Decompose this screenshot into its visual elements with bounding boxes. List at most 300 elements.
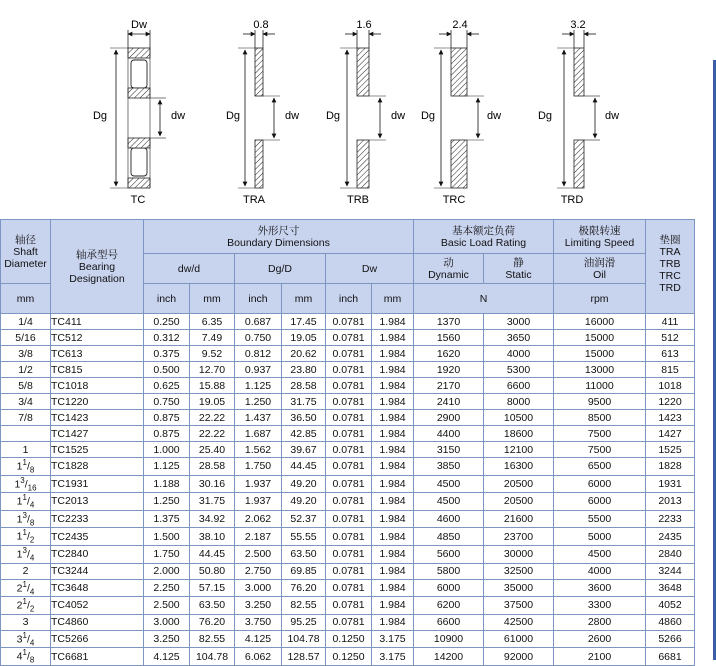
dw-mm-cell: 82.55 <box>190 630 235 648</box>
dw-ball-mm-cell: 1.984 <box>372 426 414 442</box>
speed-cell: 15000 <box>554 346 646 362</box>
dg-inch-cell: 1.250 <box>235 394 282 410</box>
unit-inch: inch <box>235 284 282 314</box>
load-cn: 基本额定负荷 <box>452 224 515 237</box>
designation-cell: TC2435 <box>51 528 144 546</box>
shaft-diameter-cn: 轴径 <box>15 233 36 246</box>
speed-cell: 5000 <box>554 528 646 546</box>
dw-mm-cell: 30.16 <box>190 475 235 493</box>
dw-ball-mm-cell: 1.984 <box>372 545 414 563</box>
dw-label: dw <box>604 110 620 122</box>
shaft-diameter-cell: $1^1/_8$ <box>1 458 51 476</box>
designation-cell: TC2233 <box>51 510 144 528</box>
dynamic-load-cell: 14200 <box>414 648 484 666</box>
diagram-tra <box>226 19 299 206</box>
dg-inch-cell: 1.937 <box>235 475 282 493</box>
dw-inch-cell: 2.500 <box>144 597 190 615</box>
dw-mm-cell: 50.80 <box>190 563 235 579</box>
dw-inch-cell: 1.500 <box>144 528 190 546</box>
dynamic-en: Dynamic <box>428 268 469 281</box>
dw-mm-cell: 104.78 <box>190 648 235 666</box>
dw-mm-cell: 76.20 <box>190 614 235 630</box>
dg-mm-cell: 63.50 <box>282 545 326 563</box>
static-load-cell: 35000 <box>484 579 554 597</box>
dw-ball-mm-cell: 1.984 <box>372 314 414 330</box>
dg-mm-cell: 19.05 <box>282 330 326 346</box>
basic-load-rating-header <box>414 220 554 254</box>
dynamic-load-cell: 6000 <box>414 579 484 597</box>
dw-mm-cell: 38.10 <box>190 528 235 546</box>
dynamic-load-cell: 4500 <box>414 475 484 493</box>
designation-cell: TC5266 <box>51 630 144 648</box>
static-load-cell: 30000 <box>484 545 554 563</box>
shaft-diameter-cell: $1^3/_8$ <box>1 510 51 528</box>
dg-inch-cell: 1.750 <box>235 458 282 476</box>
static-load-cell: 32500 <box>484 563 554 579</box>
dynamic-load-cell: 4850 <box>414 528 484 546</box>
dg-mm-cell: 20.62 <box>282 346 326 362</box>
dg-label: Dg <box>325 110 341 122</box>
dw-ball-inch-cell: 0.0781 <box>326 545 372 563</box>
dg-mm-cell: 42.85 <box>282 426 326 442</box>
load-unit: N <box>414 284 554 314</box>
shaft-diameter-cell: $4^1/_8$ <box>1 648 51 666</box>
dw-ball-mm-cell: 1.984 <box>372 563 414 579</box>
static-load-cell: 42500 <box>484 614 554 630</box>
washer-cell: 1220 <box>646 394 695 410</box>
diagram-top-label: Dw <box>131 19 147 31</box>
unit-inch: inch <box>144 284 190 314</box>
dw-inch-cell: 2.000 <box>144 563 190 579</box>
shaft-diameter-cell: $1^1/_2$ <box>1 528 51 546</box>
dw-mm-cell: 22.22 <box>190 410 235 426</box>
speed-cell: 15000 <box>554 330 646 346</box>
shaft-diameter-cell: 5/16 <box>1 330 51 346</box>
static-load-cell: 21600 <box>484 510 554 528</box>
dg-inch-cell: 1.687 <box>235 426 282 442</box>
designation-cell: TC613 <box>51 346 144 362</box>
dynamic-load-cell: 1920 <box>414 362 484 378</box>
dg-inch-cell: 1.937 <box>235 493 282 511</box>
table-row <box>1 579 695 597</box>
unit-mm: mm <box>282 284 326 314</box>
diagram-top-label: 0.8 <box>253 19 269 31</box>
dg-inch-cell: 0.687 <box>235 314 282 330</box>
washer-cell: 5266 <box>646 630 695 648</box>
dg-label: Dg <box>225 110 241 122</box>
dw-ball-inch-cell: 0.0781 <box>326 528 372 546</box>
washer-cell: 2013 <box>646 493 695 511</box>
limiting-speed-header <box>554 220 646 254</box>
dynamic-load-cell: 4600 <box>414 510 484 528</box>
speed-cell: 3600 <box>554 579 646 597</box>
dw-ball-inch-cell: 0.0781 <box>326 510 372 528</box>
dg-mm-cell: 31.75 <box>282 394 326 410</box>
dw-d-header: dw/d <box>144 254 235 284</box>
shaft-diameter-cell: $1^3/_4$ <box>1 545 51 563</box>
dynamic-load-cell: 6600 <box>414 614 484 630</box>
dw-inch-cell: 0.875 <box>144 426 190 442</box>
designation-cell: TC2840 <box>51 545 144 563</box>
washer-cell: 2435 <box>646 528 695 546</box>
static-load-cell: 37500 <box>484 597 554 615</box>
dg-mm-cell: 49.20 <box>282 493 326 511</box>
diagram-trd <box>538 19 619 206</box>
static-load-cell: 20500 <box>484 493 554 511</box>
dg-mm-cell: 23.80 <box>282 362 326 378</box>
dw-ball-inch-cell: 0.0781 <box>326 394 372 410</box>
dw-ball-mm-cell: 3.175 <box>372 630 414 648</box>
dw-ball-mm-cell: 1.984 <box>372 394 414 410</box>
washer-cell: 1525 <box>646 442 695 458</box>
dw-inch-cell: 0.750 <box>144 394 190 410</box>
dynamic-load-cell: 1560 <box>414 330 484 346</box>
static-load-cell: 8000 <box>484 394 554 410</box>
dw-ball-inch-cell: 0.0781 <box>326 346 372 362</box>
speed-cell: 2100 <box>554 648 646 666</box>
dg-inch-cell: 0.812 <box>235 346 282 362</box>
shaft-diameter-cell: 3/4 <box>1 394 51 410</box>
dw-label: dw <box>170 110 186 122</box>
dg-d-header: Dg/D <box>235 254 326 284</box>
dw-inch-cell: 1.250 <box>144 493 190 511</box>
dw-ball-mm-cell: 1.984 <box>372 410 414 426</box>
dynamic-load-cell: 3850 <box>414 458 484 476</box>
table-row <box>1 528 695 546</box>
speed-cell: 6000 <box>554 493 646 511</box>
shaft-diameter-cell: 7/8 <box>1 410 51 426</box>
designation-cell: TC411 <box>51 314 144 330</box>
diagram-trc <box>421 19 501 206</box>
bearing-spec-table <box>0 219 695 666</box>
dw-ball-mm-cell: 1.984 <box>372 330 414 346</box>
dynamic-cn: 动 <box>443 256 454 269</box>
dw-ball-mm-cell: 1.984 <box>372 614 414 630</box>
dg-mm-cell: 69.85 <box>282 563 326 579</box>
dynamic-load-cell: 2900 <box>414 410 484 426</box>
speed-en: Limiting Speed <box>564 236 635 249</box>
table-header <box>1 220 695 314</box>
dw-ball-inch-cell: 0.0781 <box>326 426 372 442</box>
speed-cell: 7500 <box>554 426 646 442</box>
dynamic-load-cell: 6200 <box>414 597 484 615</box>
dg-inch-cell: 3.000 <box>235 579 282 597</box>
table-row <box>1 563 695 579</box>
dw-inch-cell: 2.250 <box>144 579 190 597</box>
dw-inch-cell: 3.250 <box>144 630 190 648</box>
dg-inch-cell: 1.562 <box>235 442 282 458</box>
dw-inch-cell: 1.000 <box>144 442 190 458</box>
dw-mm-cell: 22.22 <box>190 426 235 442</box>
dw-ball-mm-cell: 1.984 <box>372 378 414 394</box>
table-row <box>1 426 695 442</box>
designation-cell: TC1427 <box>51 426 144 442</box>
dw-inch-cell: 0.625 <box>144 378 190 394</box>
diagram-code: TRC <box>442 194 466 206</box>
dw-mm-cell: 19.05 <box>190 394 235 410</box>
diagram-code: TRA <box>243 194 265 206</box>
designation-cn: 轴承型号 <box>76 248 118 261</box>
table-row <box>1 648 695 666</box>
dw-mm-cell: 12.70 <box>190 362 235 378</box>
dw-ball-inch-cell: 0.0781 <box>326 378 372 394</box>
dw-ball-mm-cell: 1.984 <box>372 510 414 528</box>
speed-cell: 2600 <box>554 630 646 648</box>
static-load-cell: 16300 <box>484 458 554 476</box>
dg-inch-cell: 6.062 <box>235 648 282 666</box>
washer-cell: 3648 <box>646 579 695 597</box>
washer-type: TRD <box>659 282 681 294</box>
diagram-code: TRD <box>560 194 584 206</box>
shaft-unit: mm <box>1 284 51 314</box>
dw-ball-mm-cell: 1.984 <box>372 579 414 597</box>
dw-ball-mm-cell: 1.984 <box>372 528 414 546</box>
dg-inch-cell: 1.437 <box>235 410 282 426</box>
speed-cell: 4000 <box>554 563 646 579</box>
dw-ball-inch-cell: 0.0781 <box>326 330 372 346</box>
dynamic-load-cell: 1370 <box>414 314 484 330</box>
static-en: Static <box>505 268 532 281</box>
dw-inch-cell: 1.125 <box>144 458 190 476</box>
washer-cell: 411 <box>646 314 695 330</box>
dw-mm-cell: 44.45 <box>190 545 235 563</box>
boundary-cn: 外形尺寸 <box>257 224 300 237</box>
shaft-diameter-cell: 1 <box>1 442 51 458</box>
dw-ball-inch-cell: 0.0781 <box>326 458 372 476</box>
static-load-cell: 5300 <box>484 362 554 378</box>
dynamic-load-cell: 5800 <box>414 563 484 579</box>
dw-mm-cell: 31.75 <box>190 493 235 511</box>
speed-cell: 3300 <box>554 597 646 615</box>
speed-cell: 8500 <box>554 410 646 426</box>
dg-mm-cell: 44.45 <box>282 458 326 476</box>
washer-cell: 1828 <box>646 458 695 476</box>
washer-header <box>646 220 695 314</box>
dw-label: dw <box>486 110 502 122</box>
designation-cell: TC1423 <box>51 410 144 426</box>
table-row <box>1 493 695 511</box>
dg-inch-cell: 0.937 <box>235 362 282 378</box>
table-row <box>1 545 695 563</box>
dg-mm-cell: 28.58 <box>282 378 326 394</box>
dw-mm-cell: 15.88 <box>190 378 235 394</box>
designation-cell: TC4052 <box>51 597 144 615</box>
washer-cell: 2233 <box>646 510 695 528</box>
speed-unit: rpm <box>554 284 646 314</box>
dw-ball-mm-cell: 1.984 <box>372 362 414 378</box>
diagram-top-label: 1.6 <box>356 19 372 31</box>
dg-inch-cell: 1.125 <box>235 378 282 394</box>
shaft-diameter-cell: $2^1/_4$ <box>1 579 51 597</box>
dg-mm-cell: 82.55 <box>282 597 326 615</box>
dynamic-load-cell: 4400 <box>414 426 484 442</box>
dw-header: Dw <box>326 254 414 284</box>
dg-mm-cell: 17.45 <box>282 314 326 330</box>
diagram-top-label: 3.2 <box>570 19 586 31</box>
static-header <box>484 254 554 284</box>
table-row <box>1 378 695 394</box>
diagram-trb <box>326 19 405 206</box>
static-load-cell: 18600 <box>484 426 554 442</box>
designation-cell: TC3244 <box>51 563 144 579</box>
speed-cell: 6000 <box>554 475 646 493</box>
shaft-diameter-header <box>1 220 51 284</box>
table-row <box>1 458 695 476</box>
dw-inch-cell: 0.500 <box>144 362 190 378</box>
designation-cell: TC3648 <box>51 579 144 597</box>
dynamic-load-cell: 2170 <box>414 378 484 394</box>
washer-type: TRB <box>659 258 681 270</box>
dw-ball-mm-cell: 1.984 <box>372 458 414 476</box>
dynamic-load-cell: 1620 <box>414 346 484 362</box>
dw-mm-cell: 7.49 <box>190 330 235 346</box>
dw-ball-inch-cell: 0.0781 <box>326 579 372 597</box>
boundary-en: Boundary Dimensions <box>227 236 330 249</box>
shaft-diameter-cell <box>1 426 51 442</box>
designation-cell: TC1828 <box>51 458 144 476</box>
table-row <box>1 410 695 426</box>
shaft-diameter-en2: Diameter <box>4 257 47 270</box>
dg-inch-cell: 2.500 <box>235 545 282 563</box>
static-load-cell: 3000 <box>484 314 554 330</box>
designation-cell: TC1931 <box>51 475 144 493</box>
dynamic-load-cell: 10900 <box>414 630 484 648</box>
speed-cell: 4500 <box>554 545 646 563</box>
dw-mm-cell: 9.52 <box>190 346 235 362</box>
dg-mm-cell: 39.67 <box>282 442 326 458</box>
dg-mm-cell: 49.20 <box>282 475 326 493</box>
dw-ball-inch-cell: 0.0781 <box>326 410 372 426</box>
speed-cell: 2800 <box>554 614 646 630</box>
dynamic-header <box>414 254 484 284</box>
oil-header <box>554 254 646 284</box>
dw-inch-cell: 1.375 <box>144 510 190 528</box>
dw-mm-cell: 57.15 <box>190 579 235 597</box>
dw-inch-cell: 3.000 <box>144 614 190 630</box>
diagram-code: TC <box>130 194 146 206</box>
unit-mm: mm <box>190 284 235 314</box>
speed-cell: 16000 <box>554 314 646 330</box>
washer-cell: 4860 <box>646 614 695 630</box>
dw-ball-inch-cell: 0.0781 <box>326 614 372 630</box>
speed-cell: 7500 <box>554 442 646 458</box>
washer-cell: 512 <box>646 330 695 346</box>
washer-cell: 815 <box>646 362 695 378</box>
dw-ball-mm-cell: 1.984 <box>372 475 414 493</box>
washer-cell: 1427 <box>646 426 695 442</box>
table-row <box>1 362 695 378</box>
dg-inch-cell: 2.187 <box>235 528 282 546</box>
dg-mm-cell: 52.37 <box>282 510 326 528</box>
dg-label: Dg <box>420 110 436 122</box>
table-row <box>1 442 695 458</box>
dw-ball-mm-cell: 3.175 <box>372 648 414 666</box>
shaft-diameter-cell: 1/2 <box>1 362 51 378</box>
dw-mm-cell: 63.50 <box>190 597 235 615</box>
shaft-diameter-cell: $1^3/_{16}$ <box>1 475 51 493</box>
static-load-cell: 23700 <box>484 528 554 546</box>
boundary-dimensions-header <box>144 220 414 254</box>
shaft-diameter-cell: 3 <box>1 614 51 630</box>
designation-en1: Bearing <box>78 260 116 273</box>
dw-ball-inch-cell: 0.1250 <box>326 630 372 648</box>
designation-en2: Designation <box>69 272 125 285</box>
dw-mm-cell: 34.92 <box>190 510 235 528</box>
speed-cn: 极限转速 <box>578 224 621 237</box>
dw-mm-cell: 25.40 <box>190 442 235 458</box>
dg-inch-cell: 2.750 <box>235 563 282 579</box>
washer-cell: 1931 <box>646 475 695 493</box>
table-row <box>1 630 695 648</box>
washer-cell: 1018 <box>646 378 695 394</box>
dw-inch-cell: 1.750 <box>144 545 190 563</box>
dg-inch-cell: 3.250 <box>235 597 282 615</box>
shaft-diameter-cell: 1/4 <box>1 314 51 330</box>
dg-inch-cell: 0.750 <box>235 330 282 346</box>
speed-cell: 6500 <box>554 458 646 476</box>
dw-ball-mm-cell: 1.984 <box>372 346 414 362</box>
table-row <box>1 330 695 346</box>
dw-inch-cell: 0.312 <box>144 330 190 346</box>
dw-inch-cell: 0.875 <box>144 410 190 426</box>
shaft-diameter-cell: 3/8 <box>1 346 51 362</box>
oil-en: Oil <box>593 268 606 281</box>
diagram-code: TRB <box>347 194 369 206</box>
unit-mm: mm <box>372 284 414 314</box>
dw-inch-cell: 1.188 <box>144 475 190 493</box>
designation-cell: TC6681 <box>51 648 144 666</box>
dynamic-load-cell: 5600 <box>414 545 484 563</box>
table-body <box>1 314 695 666</box>
dg-inch-cell: 3.750 <box>235 614 282 630</box>
dw-ball-mm-cell: 1.984 <box>372 442 414 458</box>
designation-cell: TC4860 <box>51 614 144 630</box>
dynamic-load-cell: 4500 <box>414 493 484 511</box>
dw-ball-inch-cell: 0.0781 <box>326 597 372 615</box>
dw-ball-inch-cell: 0.0781 <box>326 493 372 511</box>
dg-mm-cell: 36.50 <box>282 410 326 426</box>
dynamic-load-cell: 3150 <box>414 442 484 458</box>
dw-ball-inch-cell: 0.1250 <box>326 648 372 666</box>
speed-cell: 9500 <box>554 394 646 410</box>
static-load-cell: 20500 <box>484 475 554 493</box>
shaft-diameter-cell: $1^1/_4$ <box>1 493 51 511</box>
washer-cell: 4052 <box>646 597 695 615</box>
dw-mm-cell: 6.35 <box>190 314 235 330</box>
dw-ball-mm-cell: 1.984 <box>372 597 414 615</box>
speed-cell: 5500 <box>554 510 646 528</box>
designation-cell: TC2013 <box>51 493 144 511</box>
shaft-diameter-cell: 2 <box>1 563 51 579</box>
table-row <box>1 597 695 615</box>
static-load-cell: 92000 <box>484 648 554 666</box>
static-load-cell: 61000 <box>484 630 554 648</box>
dw-ball-inch-cell: 0.0781 <box>326 442 372 458</box>
dg-mm-cell: 104.78 <box>282 630 326 648</box>
washer-cell: 2840 <box>646 545 695 563</box>
washer-type: TRA <box>659 246 681 258</box>
dg-label: Dg <box>537 110 553 122</box>
designation-cell: TC512 <box>51 330 144 346</box>
table-row <box>1 314 695 330</box>
static-cn: 静 <box>513 256 524 269</box>
washer-type: TRC <box>659 270 681 282</box>
designation-cell: TC815 <box>51 362 144 378</box>
dw-inch-cell: 0.375 <box>144 346 190 362</box>
diagram-tc <box>93 19 185 206</box>
static-load-cell: 6600 <box>484 378 554 394</box>
dynamic-load-cell: 2410 <box>414 394 484 410</box>
